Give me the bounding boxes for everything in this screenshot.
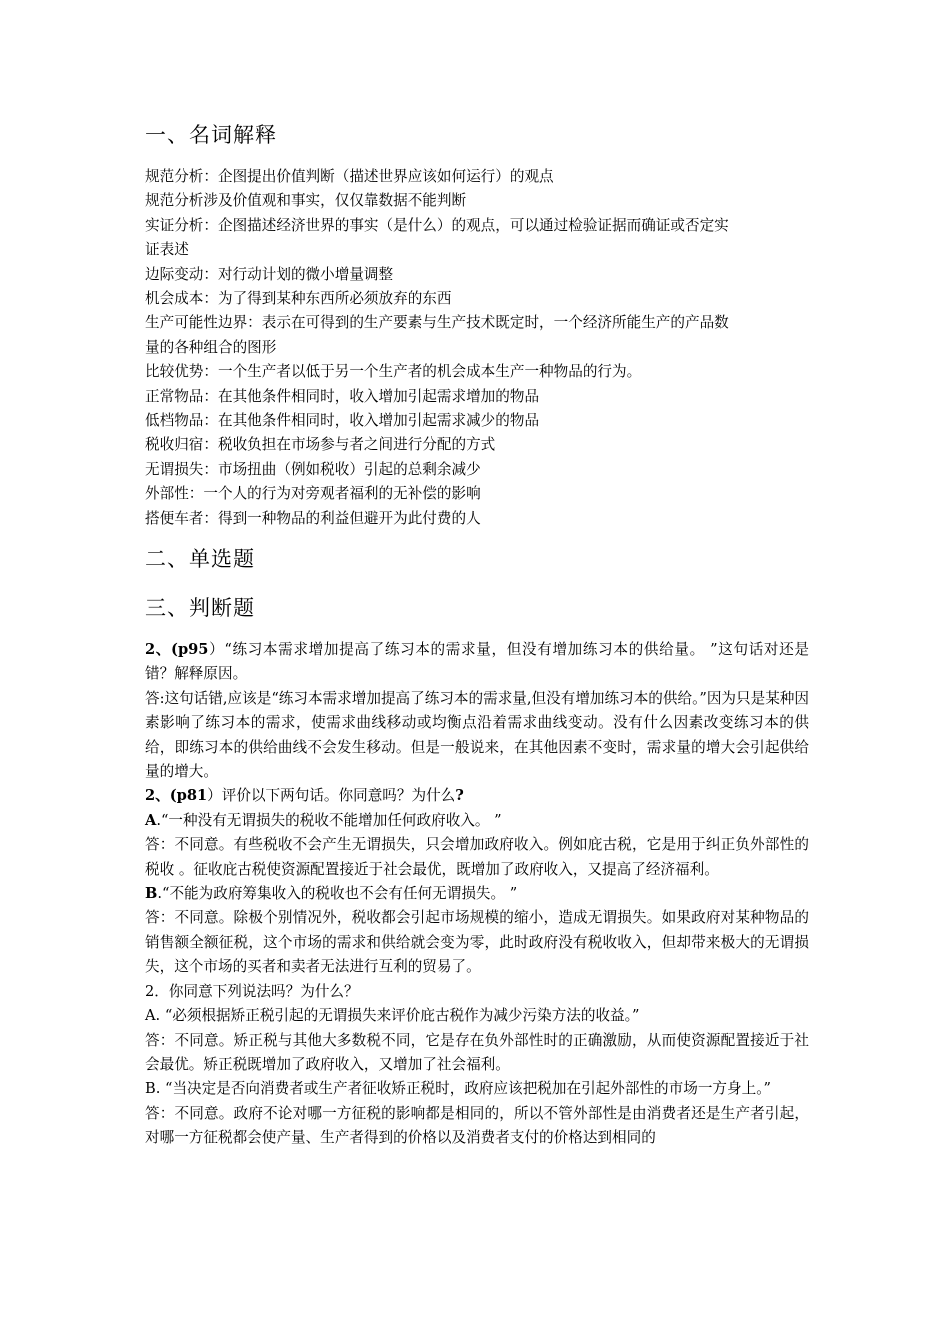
page-reference: p95: [177, 641, 209, 658]
definition-line: 搭便车者：得到一种物品的利益但避开为此付费的人: [145, 509, 481, 527]
definition-line: 证表述: [145, 241, 189, 259]
section-heading-true-false: 三、判断题: [145, 596, 255, 620]
question-2a: [145, 809, 809, 833]
option-text: .“一种没有无谓损失的税收不能增加任何政府收入。 ”: [156, 811, 502, 829]
true-false-questions: [145, 638, 809, 1151]
definition-line: 无谓损失：市场扭曲（例如税收）引起的总剩余减少: [145, 460, 481, 478]
definition-line: 机会成本：为了得到某种东西所必须放弃的东西: [145, 290, 452, 308]
definitions-list: [145, 165, 729, 531]
answer-3b: 答：不同意。政府不论对哪一方征税的影响都是相同的，所以不管外部性是由消费者还是生产者引起，对哪一方征税都会使产量、生产者得到的价格以及消费者支付的价格达到相同的: [145, 1104, 809, 1147]
definition-line: 低档物品：在其他条件相同时，收入增加引起需求减少的物品: [145, 412, 540, 430]
definition-line: 规范分析涉及价值观和事实，仅仅靠数据不能判断: [145, 192, 467, 210]
question-1: [145, 638, 809, 687]
definition-line: 生产可能性边界：表示在可得到的生产要素与生产技术既定时，一个经济所能生产的产品数: [145, 314, 729, 332]
question-number: 2、(: [145, 641, 178, 658]
question-text: ）“练习本需求增加提高了练习本的需求量，但没有增加练习本的供给量。 ”这句话对还是错？解释原因。: [145, 641, 809, 683]
section-heading-terms: 一、名词解释: [145, 123, 277, 147]
question-mark: ?: [455, 787, 464, 805]
question-3b: B. “当决定是否向消费者或生产者征收矫正税时，政府应该把税加在引起外部性的市场一方身上。”: [145, 1080, 771, 1098]
answer-1: 答:这句话错,应该是“练习本需求增加提高了练习本的需求量,但没有增加练习本的供给。”因为只是某种因素影响了练习本的需求，使需求曲线移动或均衡点沿着需求曲线变动。没有什么因素改变练习本的供给，即练习本的供给曲线不会发生移动。但是一般说来，在其他因素不变时，需求量的增大会引起供给量的增大。: [145, 689, 809, 781]
answer-2a: 答：不同意。有些税收不会产生无谓损失，只会增加政府收入。例如庇古税，它是用于纠正负外部性的税收 。征收庇古税使资源配置接近于社会最优，既增加了政府收入，又提高了经济福利。: [145, 836, 809, 878]
definition-line: 实证分析：企图描述经济世界的事实（是什么）的观点，可以通过检验证据而确证或否定实: [145, 216, 729, 234]
question-2: [145, 784, 809, 808]
option-label: B: [145, 885, 158, 903]
question-3: 2．你同意下列说法吗？为什么？: [145, 982, 359, 1000]
question-2b: [145, 882, 809, 906]
definition-line: 外部性：一个人的行为对旁观者福利的无补偿的影响: [145, 485, 481, 503]
answer-2b: 答：不同意。除极个别情况外，税收都会引起市场规模的缩小，造成无谓损失。如果政府对某种物品的销售额全额征税，这个市场的需求和供给就会变为零，此时政府没有税收收入，但却带来极大的无谓损失，这个市场的买者和卖者无法进行互利的贸易了。: [145, 909, 809, 976]
option-label: A: [145, 811, 157, 829]
definition-line: 比较优势：一个生产者以低于另一个生产者的机会成本生产一种物品的行为。: [145, 363, 642, 381]
definition-line: 量的各种组合的图形: [145, 338, 277, 356]
definition-line: 边际变动：对行动计划的微小增量调整: [145, 265, 394, 283]
definition-line: 税收归宿：税收负担在市场参与者之间进行分配的方式: [145, 436, 496, 454]
question-number: 2、(: [145, 787, 177, 805]
answer-3a: 答：不同意。矫正税与其他大多数税不同，它是存在负外部性时的正确激励，从而使资源配置接近于社会最优。矫正税既增加了政府收入，又增加了社会福利。: [145, 1031, 809, 1073]
definition-line: 正常物品：在其他条件相同时，收入增加引起需求增加的物品: [145, 387, 540, 405]
page-reference: p81: [176, 787, 208, 805]
section-heading-single-choice: 二、单选题: [145, 547, 255, 571]
option-text: .“不能为政府筹集收入的税收也不会有任何无谓损失。 ”: [157, 885, 518, 903]
question-3a: A. “必须根据矫正税引起的无谓损失来评价庇古税作为减少污染方法的收益。”: [145, 1007, 640, 1025]
question-text: ）评价以下两句话。你同意吗？为什么: [207, 787, 456, 805]
definition-line: 规范分析：企图提出价值判断（描述世界应该如何运行）的观点: [145, 168, 554, 185]
